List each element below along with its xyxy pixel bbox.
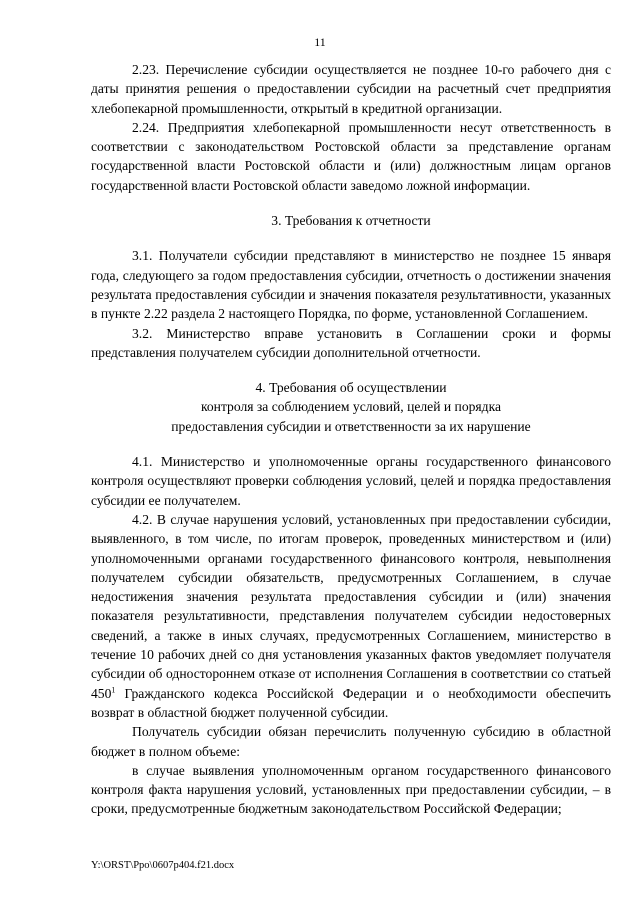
paragraph-4-2-text-end: Гражданского кодекса Российской Федерации и о необходимости обеспечить возврат в областной бюджет полученной субсидии.: [91, 685, 611, 720]
file-path-footer: Y:\ORST\Ppo\0607p404.f21.docx: [91, 860, 235, 871]
section-4-heading-line-2: контроля за соблюдением условий, целей и порядка: [200, 399, 502, 415]
paragraph-2-23: 2.23. Перечисление субсидии осуществляется не позднее 10-го рабочего дня с даты принятия решения о предоставлении субсидии на расчетный счет предприятия хлебопекарной промышленности, открытый в кредитной организации.: [91, 62, 611, 116]
document-body: [91, 60, 611, 819]
paragraph-4-2: [91, 510, 611, 722]
paragraph-3-2: 3.2. Министерство вправе установить в Соглашении сроки и формы представления получателем субсидии дополнительной отчетности.: [91, 325, 611, 360]
paragraph-4-1: 4.1. Министерство и уполномоченные органы государственного финансового контроля осуществляют проверки соблюдения условий, целей и порядка предоставления субсидии ее получателем.: [91, 454, 611, 508]
paragraph-recipient-obligation: Получатель субсидии обязан перечислить полученную субсидию в областной бюджет в полном объеме:: [91, 724, 611, 759]
page-number: 11: [314, 35, 326, 49]
section-4-heading-line-1: 4. Требования об осуществлении: [255, 380, 447, 396]
paragraph-violation-case: в случае выявления уполномоченным органом государственного финансового контроля факта нарушения условий, установленных при предоставлении субсидии, – в сроки, предусмотренные бюджетным законодательством Российской Федерации;: [91, 762, 611, 817]
section-3-heading: 3. Требования к отчетности: [271, 213, 431, 229]
section-4-heading-line-3: предоставления субсидии и ответственности за их нарушение: [171, 418, 531, 434]
article-superscript: 1: [111, 685, 116, 695]
paragraph-2-24: 2.24. Предприятия хлебопекарной промышленности несут ответственность в соответствии с законодательством Ростовской области за представление органам государственной власти Ростовской области и (или) должностным лицам органов государственной власти Ростовской области заведомо ложной информации.: [91, 119, 611, 193]
paragraph-3-1: 3.1. Получатели субсидии представляют в министерство не позднее 15 января года, следующего за годом предоставления субсидии, отчетность о достижении значения результата предоставления субсидии и значения показателя результативности, указанных в пункте 2.22 раздела 2 настоящего Порядка, по форме, установленной Соглашением.: [91, 248, 611, 322]
paragraph-4-2-text: 4.2. В случае нарушения условий, установленных при предоставлении субсидии, выявленного, в том числе, по итогам проверок, проведенных министерством и (или) уполномоченными органами государственного финансового контроля, невыполнения получателем субсидии обязательств, предусмотренных Соглашением, в случае недостижения значения результата предоставления субсидии и (или) значения показателя результативности, представления получателем субсидии недостоверных сведений, а также в иных случаях, предусмотренных Соглашением, министерство в течение 10 рабочих дней со дня установления указанных фактов уведомляет получателя субсидии об одностороннем отказе от исполнения Соглашения в соответствии со статьей 450: [91, 511, 611, 701]
